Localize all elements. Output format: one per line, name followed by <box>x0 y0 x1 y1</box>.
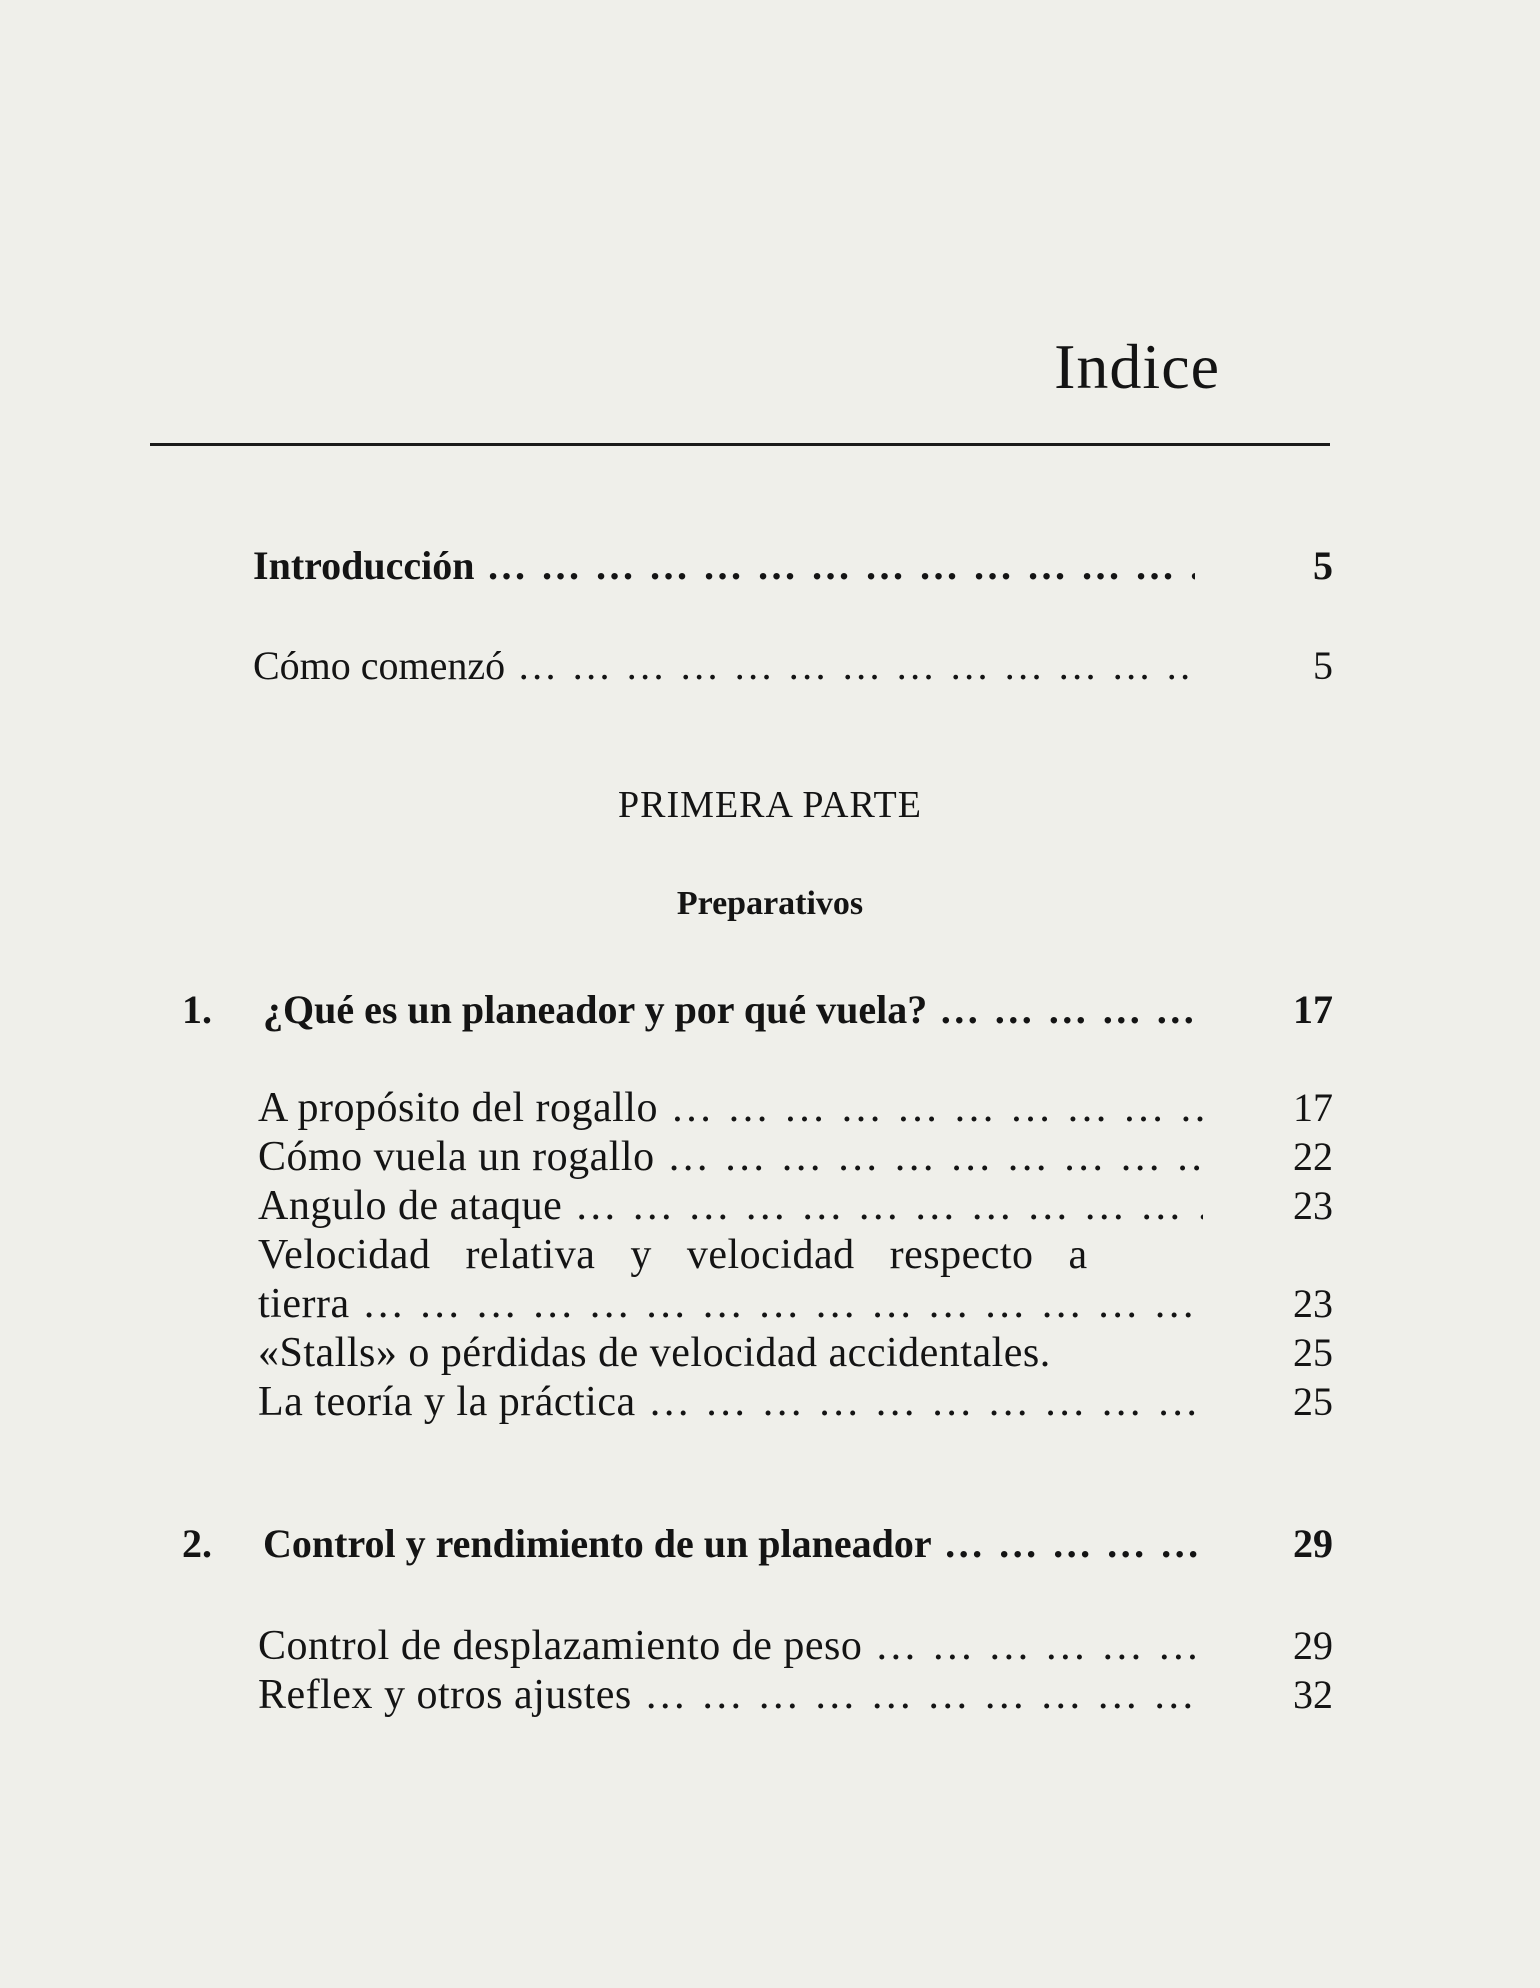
section-page: 25 <box>1293 1379 1333 1424</box>
toc-entry-label: Cómo comenzó … … … … … … … … … … … … … … … … … … … … … … … … … … … … … … <box>253 636 1195 696</box>
section-page: 29 <box>1293 1623 1333 1668</box>
toc-entry-page: 5 <box>1313 543 1333 588</box>
toc-entry-label: Introducción … … … … … … … … … … … … … … … … … … … … … … … … … … … … … … <box>253 536 1195 596</box>
section-page: 17 <box>1293 1085 1333 1130</box>
section-label: Angulo de ataque … … … … … … … … … … … … … … … … … … … … … … … … … … … … … … <box>258 1176 1203 1236</box>
toc-section <box>0 1372 1540 1432</box>
toc-entry-page: 5 <box>1313 643 1333 688</box>
part-heading: PRIMERA PARTE <box>618 784 922 826</box>
section-page: 22 <box>1293 1134 1333 1179</box>
title-rule <box>150 443 1330 446</box>
section-label: Reflex y otros ajustes … … … … … … … … … … … … … … … … … … … … … … … … … … … … … … <box>258 1665 1203 1725</box>
section-label: Velocidad relativa y velocidad respecto a <box>258 1232 1088 1278</box>
toc-entry-como-comenzo <box>0 636 1540 696</box>
page-title: Indice <box>1054 331 1220 402</box>
chapter-number: 1. <box>182 987 212 1032</box>
chapter-page: 17 <box>1293 987 1333 1032</box>
toc-section <box>0 1665 1540 1725</box>
section-page: 23 <box>1293 1183 1333 1228</box>
section-label: A propósito del rogallo … … … … … … … … … … … … … … … … … … … … … … … … … … … … … … <box>258 1078 1203 1138</box>
toc-chapter-2 <box>0 1514 1540 1574</box>
chapter-label: ¿Qué es un planeador y por qué vuela? … … … … … … … … … … … … … … … … … … … … … … … … … … … … … … <box>263 980 1203 1040</box>
part-subheading: Preparativos <box>676 885 864 922</box>
section-page: 32 <box>1293 1672 1333 1717</box>
toc-entry-introduccion <box>0 536 1540 596</box>
chapter-number: 2. <box>182 1521 212 1566</box>
section-label: Control de desplazamiento de peso … … … … … … … … … … … … … … … … … … … … … … … … … … … … … … <box>258 1616 1203 1676</box>
section-page: 25 <box>1293 1330 1333 1375</box>
section-label: «Stalls» o pérdidas de velocidad accidentales. <box>258 1330 1051 1376</box>
section-label: La teoría y la práctica … … … … … … … … … … … … … … … … … … … … … … … … … … … … … … <box>258 1372 1203 1432</box>
toc-chapter-1 <box>0 980 1540 1040</box>
section-label: tierra … … … … … … … … … … … … … … … … … … … … … … … … … … … … … … <box>258 1274 1203 1334</box>
section-label: Cómo vuela un rogallo … … … … … … … … … … … … … … … … … … … … … … … … … … … … … … <box>258 1127 1203 1187</box>
chapter-label: Control y rendimiento de un planeador … … … … … … … … … … … … … … … … … … … … … … … … … … … … … … <box>263 1514 1203 1574</box>
chapter-page: 29 <box>1293 1521 1333 1566</box>
section-page: 23 <box>1293 1281 1333 1326</box>
